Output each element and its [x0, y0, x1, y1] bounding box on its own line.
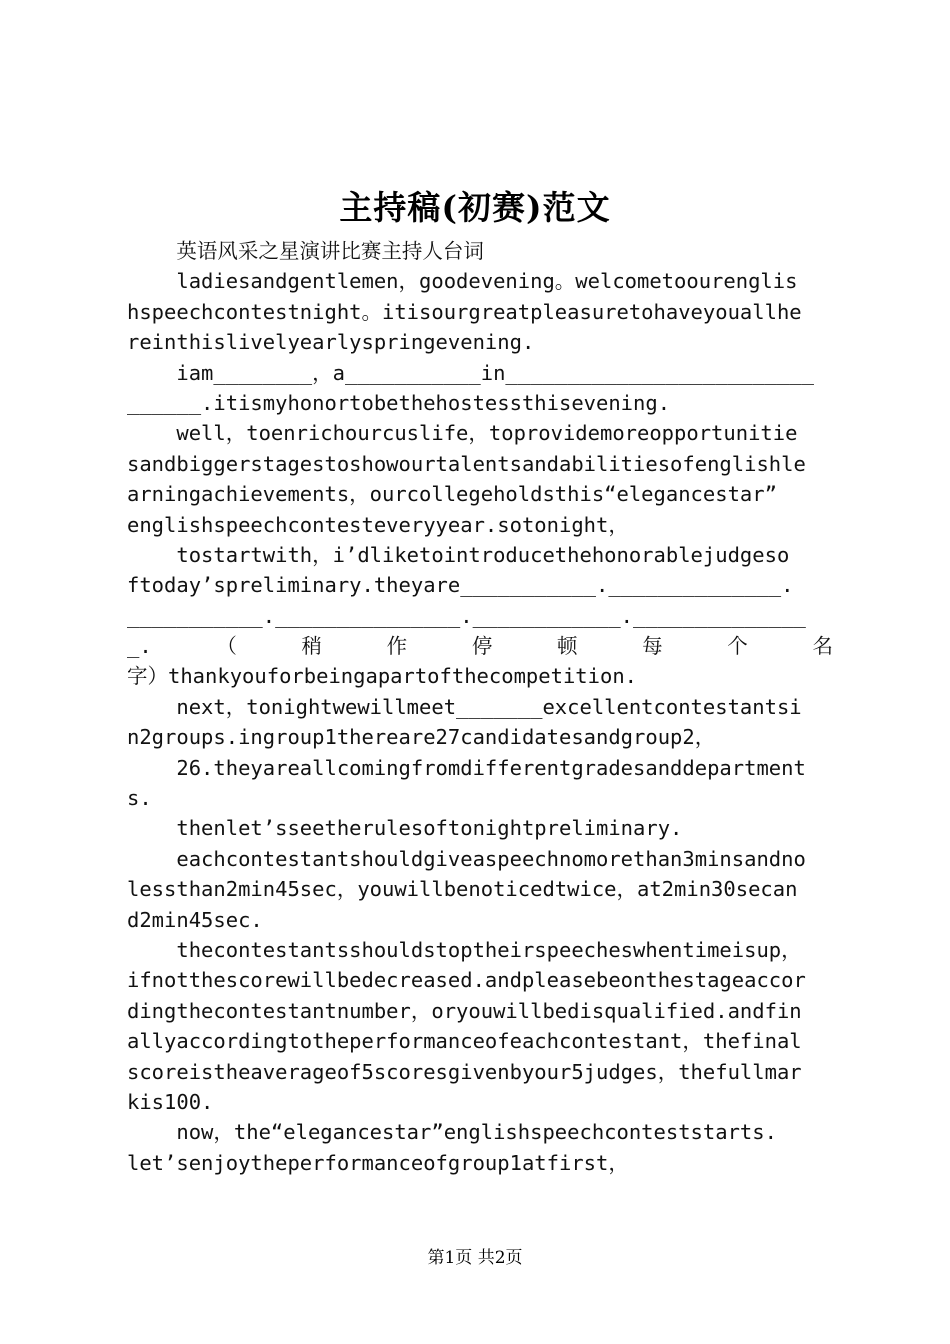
text-fragment: _. [127, 634, 152, 659]
text-line: kis100. [127, 1089, 214, 1114]
justified-text-line [127, 631, 833, 661]
document-body [127, 236, 833, 1178]
text-line: tostartwith，i’dliketointroducethehonorablejudgeso [127, 542, 790, 567]
text-line: thecontestantsshouldstoptheirspeecheswhentimeisup， [127, 937, 802, 962]
text-fragment: 稍 [301, 634, 322, 659]
text-line: ftoday’spreliminary.theyare___________.______________. [127, 573, 794, 598]
page-number: 第1页 共2页 [427, 1248, 523, 1268]
text-line: dingthecontestantnumber，oryouwillbedisqualified.andfin [127, 998, 802, 1023]
text-fragment: 顿 [556, 634, 578, 659]
text-line: lessthan2min45sec，youwillbenoticedtwice，at2min30secan [127, 877, 798, 902]
text-line: allyaccordingtotheperformanceofeachcontestant，thefinal [127, 1029, 802, 1054]
text-line: ladiesandgentlemen，goodevening。welcometoourenglis [127, 269, 798, 294]
text-fragment: 个 [727, 634, 748, 659]
text-fragment: 作 [386, 634, 408, 659]
text-line: hspeechcontestnight。itisourgreatpleasuretohaveyouallhe [127, 299, 802, 324]
text-line: ifnotthescorewillbedecreased.andpleasebeonthestageaccor [127, 968, 806, 993]
text-fragment: （ [216, 634, 237, 659]
text-fragment: 停 [471, 634, 493, 659]
text-line: let’senjoytheperformanceofgroup1atfirst， [127, 1150, 629, 1175]
text-line: iam________，a___________in_________________________ [127, 360, 814, 385]
text-line: 26.theyareallcomingfromdifferentgradesanddepartment [127, 755, 806, 780]
text-line: 英语风采之星演讲比赛主持人台词 [127, 239, 484, 263]
text-line: well，toenrichourcuslife，toprovidemoreopportunitie [127, 421, 798, 446]
text-line: sandbiggerstagestoshowourtalentsandabilitiesofenglishle [127, 451, 806, 476]
text-line: thenlet’sseetherulesoftonightpreliminary. [127, 816, 683, 841]
text-line: n2groups.ingroup1thereare27candidatesandgroup2， [127, 725, 716, 750]
text-line: now，the“elegancestar”englishspeechcontestst​arts. [127, 1120, 777, 1145]
text-line: s. [127, 786, 152, 811]
text-line: ______.itismyhonortobethehostessthisevening. [127, 390, 671, 415]
text-fragment: 名 [812, 634, 833, 659]
text-line: ___________._______________.____________.______________ [127, 603, 806, 628]
text-line: scoreistheaverageof5scoresgivenbyour5judges，thefullmar [127, 1059, 802, 1084]
text-line: arningachievements，ourcollegeholdsthis“elegancestar” [127, 482, 777, 507]
text-line: next，tonightwewillmeet_______excellentcontestantsi [127, 694, 802, 719]
document-title: 主持稿(初赛)范文 [339, 188, 611, 227]
text-fragment: 每 [642, 634, 663, 659]
text-line: 字）thankyouforbeingapartofthecompetition. [127, 664, 637, 689]
text-line: reinthislivelyearlyspringevening. [127, 330, 535, 355]
text-line: d2min45sec. [127, 907, 263, 932]
text-line: eachcontestantshouldgiveaspeechnomorethan3minsandno [127, 846, 806, 871]
text-line: englishspeechcontesteveryyear.sotonight， [127, 512, 629, 537]
